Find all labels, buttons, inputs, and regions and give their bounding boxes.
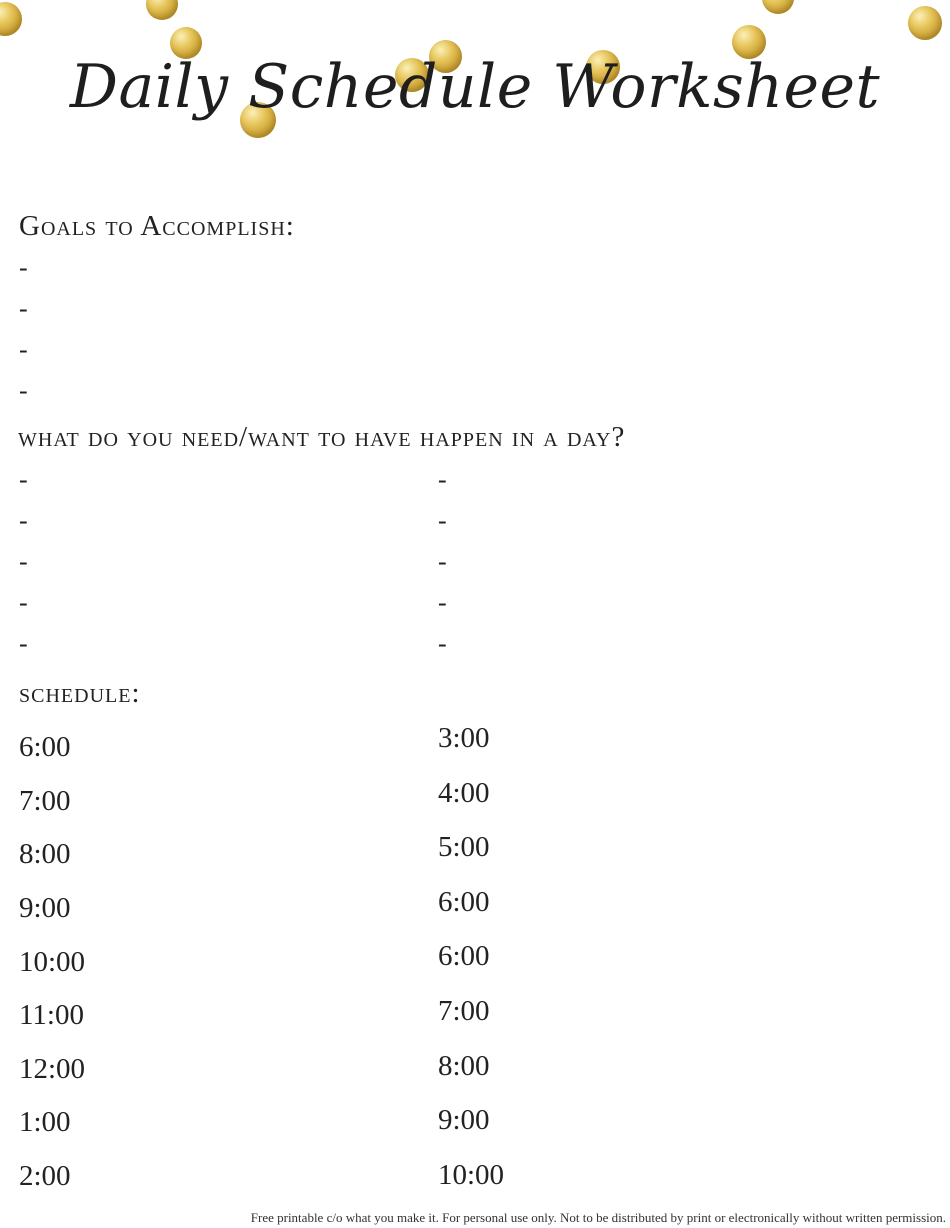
need-item-right: - — [438, 629, 447, 658]
schedule-time-right: 3:00 — [438, 722, 490, 754]
need-item-right: - — [438, 588, 447, 617]
gold-confetti-dot — [908, 6, 942, 40]
page-title: Daily Schedule Worksheet — [69, 52, 881, 122]
schedule-time-right: 6:00 — [438, 940, 490, 972]
schedule-time-left: 9:00 — [19, 892, 71, 924]
schedule-time-right: 10:00 — [438, 1159, 505, 1191]
gold-confetti-dot — [146, 0, 178, 20]
schedule-time-left: 2:00 — [19, 1160, 71, 1192]
need-item-left: - — [19, 465, 28, 494]
gold-confetti-dot — [0, 2, 22, 36]
goals-heading: Goals to Accomplish: — [19, 210, 295, 242]
schedule-time-right: 7:00 — [438, 995, 490, 1027]
footer-disclaimer: Free printable c/o what you make it. For personal use only. Not to be distributed by print or electronically without written permission. — [250, 1210, 946, 1225]
schedule-time-right: 6:00 — [438, 886, 490, 918]
schedule-time-left: 10:00 — [19, 946, 86, 978]
goal-item: - — [19, 335, 28, 364]
schedule-heading: schedule: — [19, 677, 141, 709]
gold-confetti-dot — [762, 0, 794, 14]
schedule-time-left: 1:00 — [19, 1106, 71, 1138]
schedule-time-right: 5:00 — [438, 831, 490, 863]
goal-item: - — [19, 294, 28, 323]
schedule-time-left: 8:00 — [19, 838, 71, 870]
schedule-time-right: 9:00 — [438, 1104, 490, 1136]
need-item-left: - — [19, 629, 28, 658]
need-item-right: - — [438, 506, 447, 535]
needs-heading: what do you need/want to have happen in a day? — [18, 421, 626, 453]
need-item-right: - — [438, 547, 447, 576]
schedule-time-right: 4:00 — [438, 777, 490, 809]
schedule-time-left: 11:00 — [19, 999, 84, 1031]
schedule-time-right: 8:00 — [438, 1050, 490, 1082]
goal-item: - — [19, 253, 28, 282]
schedule-time-left: 7:00 — [19, 785, 71, 817]
need-item-left: - — [19, 588, 28, 617]
goal-item: - — [19, 376, 28, 405]
need-item-left: - — [19, 506, 28, 535]
need-item-left: - — [19, 547, 28, 576]
need-item-right: - — [438, 465, 447, 494]
schedule-time-left: 12:00 — [19, 1053, 86, 1085]
schedule-time-left: 6:00 — [19, 731, 71, 763]
